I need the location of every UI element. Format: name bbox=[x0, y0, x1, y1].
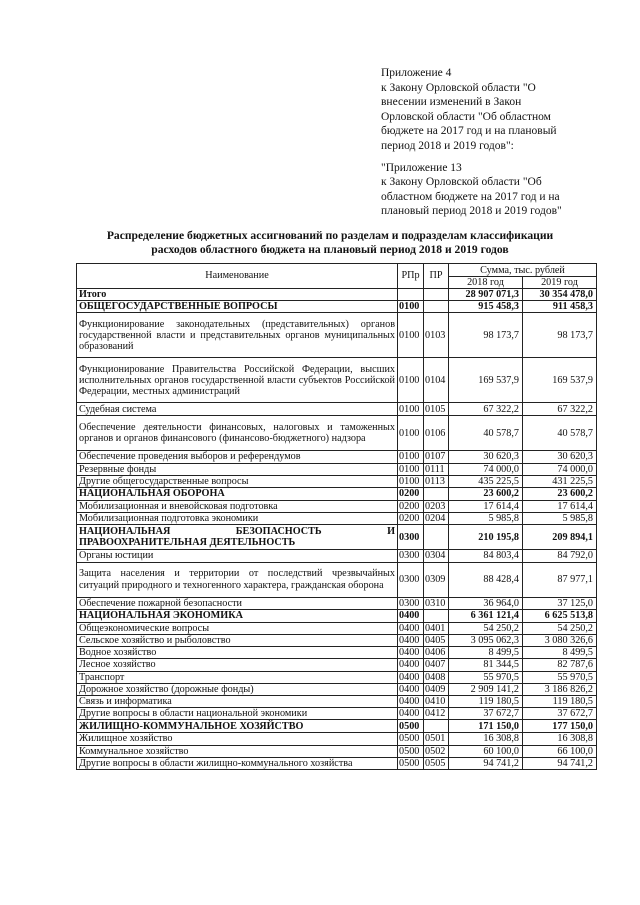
row-name: Водное хозяйство bbox=[77, 647, 398, 659]
row-rpr: 0300 bbox=[398, 525, 424, 550]
row-pr: 0310 bbox=[424, 597, 449, 609]
table-row bbox=[77, 416, 597, 451]
row-rpr: 0400 bbox=[398, 708, 424, 720]
row-2019: 30 620,3 bbox=[523, 451, 597, 463]
row-2019: 8 499,5 bbox=[523, 647, 597, 659]
row-2019: 16 308,8 bbox=[523, 733, 597, 745]
row-rpr: 0200 bbox=[398, 488, 424, 501]
row-name: Защита населения и территории от последствий чрезвычайных ситуаций природного и техногенного характера, гражданская оборона bbox=[77, 562, 398, 597]
row-2018: 210 195,8 bbox=[449, 525, 523, 550]
row-2019: 3 186 826,2 bbox=[523, 683, 597, 695]
row-name: Коммунальное хозяйство bbox=[77, 745, 398, 757]
row-rpr: 0100 bbox=[398, 475, 424, 487]
header-year-2019: 2019 год bbox=[523, 277, 597, 289]
row-pr bbox=[424, 488, 449, 501]
row-pr: 0407 bbox=[424, 659, 449, 671]
row-2019: 6 625 513,8 bbox=[523, 609, 597, 622]
row-2018: 37 672,7 bbox=[449, 708, 523, 720]
row-rpr: 0300 bbox=[398, 597, 424, 609]
row-2019: 119 180,5 bbox=[523, 696, 597, 708]
table-row bbox=[77, 683, 597, 695]
row-pr: 0113 bbox=[424, 475, 449, 487]
row-2019: 82 787,6 bbox=[523, 659, 597, 671]
row-name: НАЦИОНАЛЬНАЯ ЭКОНОМИКА bbox=[77, 609, 398, 622]
row-pr: 0304 bbox=[424, 550, 449, 562]
row-2019: 87 977,1 bbox=[523, 562, 597, 597]
total-rpr bbox=[398, 289, 424, 301]
table-row bbox=[77, 635, 597, 647]
budget-table bbox=[76, 263, 597, 770]
row-2018: 94 741,2 bbox=[449, 757, 523, 769]
row-rpr: 0400 bbox=[398, 622, 424, 634]
header-rpr: РПр bbox=[398, 264, 424, 289]
row-2019: 23 600,2 bbox=[523, 488, 597, 501]
row-2018: 40 578,7 bbox=[449, 416, 523, 451]
row-name: Обеспечение пожарной безопасности bbox=[77, 597, 398, 609]
row-pr: 0405 bbox=[424, 635, 449, 647]
row-pr: 0103 bbox=[424, 313, 449, 358]
row-name: Функционирование Правительства Российской Федерации, высших исполнительных органов государственной власти субъектов Российской Федерации, местных администраций bbox=[77, 358, 398, 403]
row-2019: 37 672,7 bbox=[523, 708, 597, 720]
row-name: Сельское хозяйство и рыболовство bbox=[77, 635, 398, 647]
row-name: Органы юстиции bbox=[77, 550, 398, 562]
title-line: Распределение бюджетных ассигнований по разделам и подразделам классификации bbox=[106, 229, 554, 242]
table-row bbox=[77, 550, 597, 562]
row-2018: 98 173,7 bbox=[449, 313, 523, 358]
row-pr: 0406 bbox=[424, 647, 449, 659]
row-rpr: 0100 bbox=[398, 313, 424, 358]
table-row bbox=[77, 745, 597, 757]
table-row bbox=[77, 696, 597, 708]
document-title bbox=[70, 229, 590, 256]
row-rpr: 0100 bbox=[398, 451, 424, 463]
row-pr: 0410 bbox=[424, 696, 449, 708]
row-name: Другие общегосударственные вопросы bbox=[77, 475, 398, 487]
row-name: Резервные фонды bbox=[77, 463, 398, 475]
row-pr: 0105 bbox=[424, 403, 449, 416]
row-2019: 55 970,5 bbox=[523, 671, 597, 683]
row-2018: 55 970,5 bbox=[449, 671, 523, 683]
row-name: НАЦИОНАЛЬНАЯ ОБОРОНА bbox=[77, 488, 398, 501]
total-label: Итого bbox=[77, 289, 398, 301]
row-2018: 23 600,2 bbox=[449, 488, 523, 501]
table-row bbox=[77, 597, 597, 609]
section-row bbox=[77, 488, 597, 501]
row-2018: 169 537,9 bbox=[449, 358, 523, 403]
header-year-2018: 2018 год bbox=[449, 277, 523, 289]
row-name: Другие вопросы в области национальной экономики bbox=[77, 708, 398, 720]
row-rpr: 0400 bbox=[398, 696, 424, 708]
appendix-line: период 2018 и 2019 годов": bbox=[381, 139, 514, 152]
row-rpr: 0500 bbox=[398, 757, 424, 769]
appendix-line: Приложение 4 bbox=[381, 67, 452, 79]
row-pr: 0502 bbox=[424, 745, 449, 757]
section-row bbox=[77, 301, 597, 313]
row-2019: 67 322,2 bbox=[523, 403, 597, 416]
row-rpr: 0500 bbox=[398, 733, 424, 745]
row-pr: 0204 bbox=[424, 513, 449, 525]
row-rpr: 0500 bbox=[398, 720, 424, 733]
total-pr bbox=[424, 289, 449, 301]
row-2018: 67 322,2 bbox=[449, 403, 523, 416]
appendix-13-note bbox=[381, 161, 595, 219]
row-rpr: 0400 bbox=[398, 671, 424, 683]
row-2018: 88 428,4 bbox=[449, 562, 523, 597]
row-rpr: 0400 bbox=[398, 659, 424, 671]
row-2018: 435 225,5 bbox=[449, 475, 523, 487]
table-row bbox=[77, 403, 597, 416]
row-2018: 915 458,3 bbox=[449, 301, 523, 313]
row-rpr: 0400 bbox=[398, 609, 424, 622]
row-pr: 0104 bbox=[424, 358, 449, 403]
appendix-header bbox=[381, 66, 595, 219]
row-name: Связь и информатика bbox=[77, 696, 398, 708]
row-rpr: 0100 bbox=[398, 463, 424, 475]
row-2018: 16 308,8 bbox=[449, 733, 523, 745]
row-2019: 177 150,0 bbox=[523, 720, 597, 733]
table-row bbox=[77, 671, 597, 683]
row-name: Транспорт bbox=[77, 671, 398, 683]
row-2018: 81 344,5 bbox=[449, 659, 523, 671]
row-rpr: 0200 bbox=[398, 513, 424, 525]
appendix-line: внесении изменений в Закон bbox=[381, 96, 522, 109]
row-2019: 911 458,3 bbox=[523, 301, 597, 313]
row-2018: 5 985,8 bbox=[449, 513, 523, 525]
row-2019: 3 080 326,6 bbox=[523, 635, 597, 647]
row-pr: 0412 bbox=[424, 708, 449, 720]
table-row bbox=[77, 463, 597, 475]
row-pr: 0408 bbox=[424, 671, 449, 683]
appendix-inner-line: плановый период 2018 и 2019 годов" bbox=[381, 205, 562, 218]
row-2019: 40 578,7 bbox=[523, 416, 597, 451]
row-name: НАЦИОНАЛЬНАЯ БЕЗОПАСНОСТЬ И ПРАВООХРАНИТЕЛЬНАЯ ДЕЯТЕЛЬНОСТЬ bbox=[77, 525, 398, 550]
table-row bbox=[77, 622, 597, 634]
row-2019: 54 250,2 bbox=[523, 622, 597, 634]
row-pr bbox=[424, 609, 449, 622]
row-2019: 37 125,0 bbox=[523, 597, 597, 609]
row-pr bbox=[424, 525, 449, 550]
row-pr: 0501 bbox=[424, 733, 449, 745]
table-row bbox=[77, 513, 597, 525]
header-name: Наименование bbox=[77, 264, 398, 289]
row-pr bbox=[424, 720, 449, 733]
total-2018: 28 907 071,3 bbox=[449, 289, 523, 301]
row-name: ЖИЛИЩНО-КОММУНАЛЬНОЕ ХОЗЯЙСТВО bbox=[77, 720, 398, 733]
row-2018: 119 180,5 bbox=[449, 696, 523, 708]
appendix-line: к Закону Орловской области "О bbox=[381, 81, 536, 94]
row-2019: 66 100,0 bbox=[523, 745, 597, 757]
table-row bbox=[77, 562, 597, 597]
row-2019: 74 000,0 bbox=[523, 463, 597, 475]
row-name: Обеспечение деятельности финансовых, налоговых и таможенных органов и органов финансового (финансово-бюджетного) надзора bbox=[77, 416, 398, 451]
row-rpr: 0100 bbox=[398, 416, 424, 451]
row-2019: 209 894,1 bbox=[523, 525, 597, 550]
row-pr: 0107 bbox=[424, 451, 449, 463]
row-name: Мобилизационная и вневойсковая подготовка bbox=[77, 501, 398, 513]
row-name: Функционирование законодательных (представительных) органов государственной власти и представительных органов муниципальных образований bbox=[77, 313, 398, 358]
appendix-inner-line: областном бюджете на 2017 год и на bbox=[381, 190, 560, 203]
table-row bbox=[77, 451, 597, 463]
row-2018: 36 964,0 bbox=[449, 597, 523, 609]
row-pr: 0106 bbox=[424, 416, 449, 451]
row-2018: 171 150,0 bbox=[449, 720, 523, 733]
table-row bbox=[77, 358, 597, 403]
table-row bbox=[77, 659, 597, 671]
row-2018: 8 499,5 bbox=[449, 647, 523, 659]
row-pr: 0409 bbox=[424, 683, 449, 695]
row-rpr: 0100 bbox=[398, 358, 424, 403]
header-pr: ПР bbox=[424, 264, 449, 289]
table-row bbox=[77, 501, 597, 513]
row-pr: 0505 bbox=[424, 757, 449, 769]
table-row bbox=[77, 475, 597, 487]
table-row bbox=[77, 647, 597, 659]
row-rpr: 0400 bbox=[398, 683, 424, 695]
row-2018: 3 095 062,3 bbox=[449, 635, 523, 647]
row-2019: 98 173,7 bbox=[523, 313, 597, 358]
total-row bbox=[77, 289, 597, 301]
row-rpr: 0400 bbox=[398, 635, 424, 647]
table-body bbox=[77, 289, 597, 770]
row-2018: 54 250,2 bbox=[449, 622, 523, 634]
row-2019: 169 537,9 bbox=[523, 358, 597, 403]
row-2018: 2 909 141,2 bbox=[449, 683, 523, 695]
row-2018: 6 361 121,4 bbox=[449, 609, 523, 622]
appendix-inner-line: "Приложение 13 bbox=[381, 161, 462, 174]
row-2019: 84 792,0 bbox=[523, 550, 597, 562]
row-name: Общеэкономические вопросы bbox=[77, 622, 398, 634]
table-row bbox=[77, 708, 597, 720]
section-row bbox=[77, 525, 597, 550]
row-name: Другие вопросы в области жилищно-коммунального хозяйства bbox=[77, 757, 398, 769]
row-rpr: 0300 bbox=[398, 562, 424, 597]
row-name: Жилищное хозяйство bbox=[77, 733, 398, 745]
total-2019: 30 354 478,0 bbox=[523, 289, 597, 301]
row-2018: 30 620,3 bbox=[449, 451, 523, 463]
row-2019: 431 225,5 bbox=[523, 475, 597, 487]
row-2018: 17 614,4 bbox=[449, 501, 523, 513]
row-rpr: 0100 bbox=[398, 403, 424, 416]
appendix-inner-line: к Закону Орловской области "Об bbox=[381, 176, 542, 189]
row-pr: 0111 bbox=[424, 463, 449, 475]
row-rpr: 0400 bbox=[398, 647, 424, 659]
table-row bbox=[77, 733, 597, 745]
section-row bbox=[77, 609, 597, 622]
row-2019: 17 614,4 bbox=[523, 501, 597, 513]
row-name: Обеспечение проведения выборов и референдумов bbox=[77, 451, 398, 463]
row-pr: 0401 bbox=[424, 622, 449, 634]
appendix-line: Орловской области "Об областном bbox=[381, 110, 551, 123]
row-2018: 84 803,4 bbox=[449, 550, 523, 562]
table-row bbox=[77, 313, 597, 358]
row-pr bbox=[424, 301, 449, 313]
row-pr: 0203 bbox=[424, 501, 449, 513]
row-rpr: 0500 bbox=[398, 745, 424, 757]
row-2019: 5 985,8 bbox=[523, 513, 597, 525]
header-sum: Сумма, тыс. рублей bbox=[449, 264, 597, 277]
table-row bbox=[77, 757, 597, 769]
appendix-line: бюджете на 2017 год и на плановый bbox=[381, 125, 557, 138]
row-rpr: 0300 bbox=[398, 550, 424, 562]
row-pr: 0309 bbox=[424, 562, 449, 597]
row-name: Лесное хозяйство bbox=[77, 659, 398, 671]
row-rpr: 0100 bbox=[398, 301, 424, 313]
row-2019: 94 741,2 bbox=[523, 757, 597, 769]
section-row bbox=[77, 720, 597, 733]
row-2018: 74 000,0 bbox=[449, 463, 523, 475]
row-rpr: 0200 bbox=[398, 501, 424, 513]
row-name: Дорожное хозяйство (дорожные фонды) bbox=[77, 683, 398, 695]
appendix-4-note bbox=[381, 66, 595, 154]
row-name: Судебная система bbox=[77, 403, 398, 416]
row-2018: 60 100,0 bbox=[449, 745, 523, 757]
row-name: ОБЩЕГОСУДАРСТВЕННЫЕ ВОПРОСЫ bbox=[77, 301, 398, 313]
title-line: расходов областного бюджета на плановый период 2018 и 2019 годов bbox=[151, 242, 509, 256]
row-name: Мобилизационная подготовка экономики bbox=[77, 513, 398, 525]
